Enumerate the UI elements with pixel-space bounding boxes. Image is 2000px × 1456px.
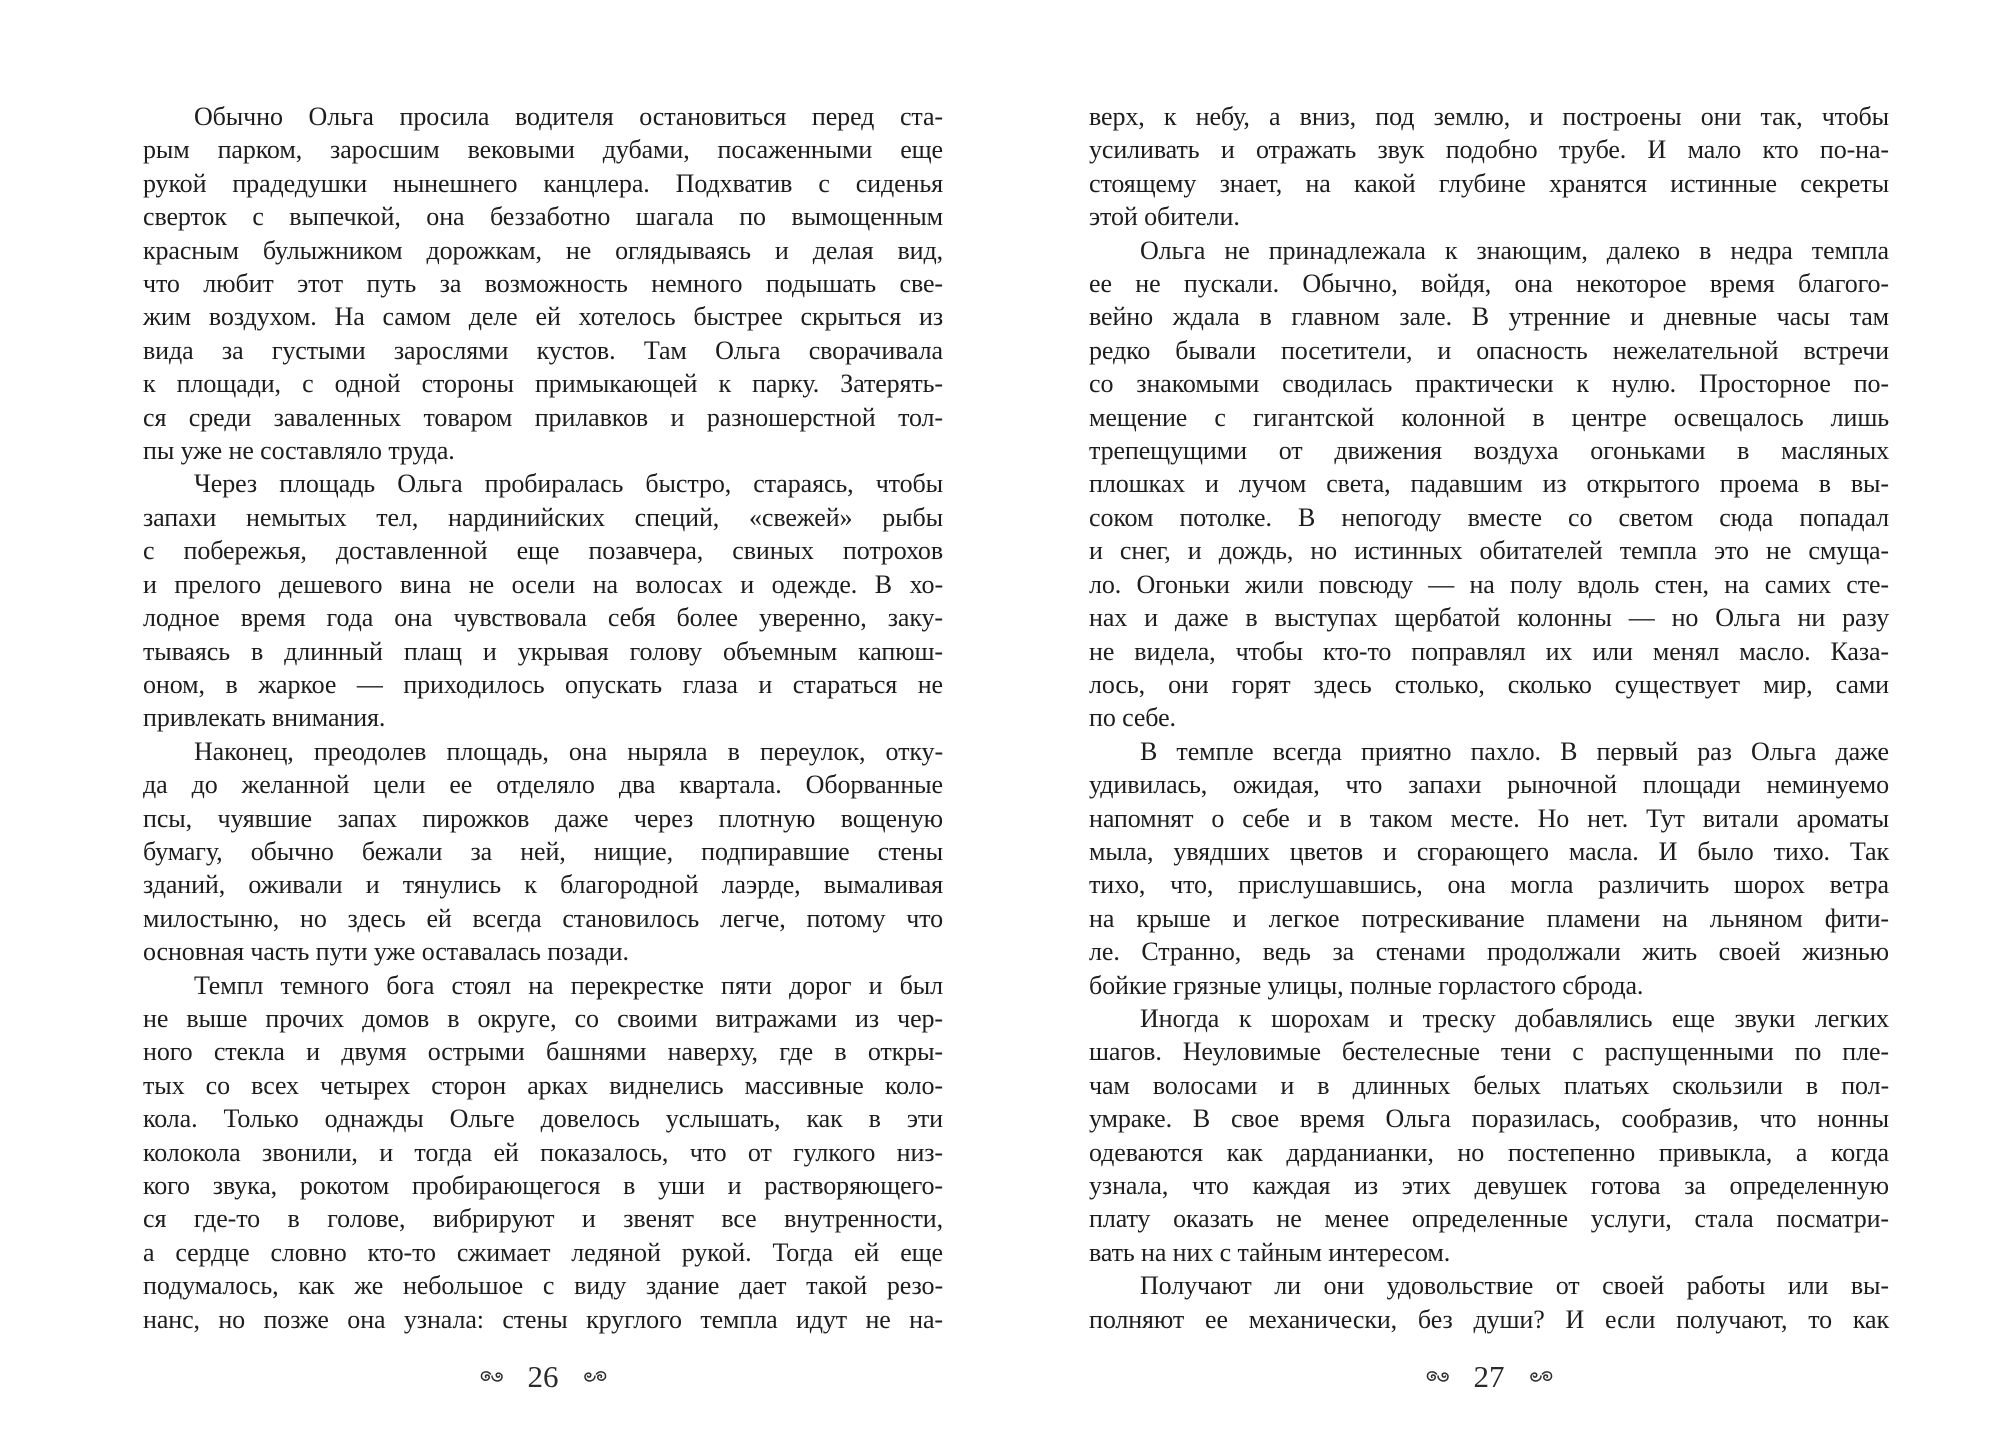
text-line: по себе.: [1089, 703, 1176, 733]
text-line: удивилась, ожидая, что запахи рыночной площади неминуемо: [1089, 770, 1889, 800]
text-line: не выше прочих домов в округе, со своими витражами из чер-: [143, 1003, 943, 1033]
text-line: лось, они горят здесь столько, сколько существует мир, сами: [1089, 669, 1889, 699]
footer-flourish-right-icon: [583, 1370, 607, 1384]
page-number-left: 26: [527, 1359, 559, 1394]
text-line: плату оказать не менее определенные услуги, стала посматри-: [1089, 1204, 1889, 1234]
footer-flourish-left-icon: [1426, 1370, 1450, 1384]
text-line: жим воздухом. На самом деле ей хотелось быстрее скрыться из: [143, 302, 943, 332]
text-line: тихо, что, прислушавшись, она могла различить шорох ветра: [1089, 870, 1889, 900]
text-line: не видела, чтобы кто-то поправлял их или менял масло. Каза-: [1089, 636, 1889, 666]
text-line: мещение с гигантской колонной в центре освещалось лишь: [1089, 402, 1889, 432]
text-line: к площади, с одной стороны примыкающей к парку. Затерять-: [143, 369, 943, 399]
text-line: сверток с выпечкой, она беззаботно шагала по вымощенным: [143, 202, 943, 232]
text-line: зданий, оживали и тянулись к благородной лаэрде, вымаливая: [143, 870, 943, 900]
text-line: ного стекла и двумя острыми башнями наверху, где в откры-: [143, 1037, 943, 1067]
page-left-footer: [143, 1360, 943, 1394]
text-line: трепещущими от движения воздуха огоньками в масляных: [1089, 436, 1889, 466]
page-number-right: 27: [1473, 1359, 1505, 1394]
text-line: Получают ли они удовольствие от своей работы или вы-: [1140, 1271, 1889, 1301]
text-line: да до желанной цели ее отделяло два квартала. Оборванные: [143, 770, 943, 800]
page-right-text-column: [1089, 100, 1889, 1336]
text-line: и снег, и дождь, но истинных обитателей темпла это не смуща-: [1089, 536, 1889, 566]
text-line: псы, чуявшие запах пирожков даже через плотную вощеную: [143, 803, 943, 833]
text-line: усиливать и отражать звук подобно трубе. И мало кто по-на-: [1089, 135, 1889, 165]
text-line: оном, в жаркое — приходилось опускать глаза и стараться не: [143, 669, 943, 699]
text-line: кола. Только однажды Ольге довелось услышать, как в эти: [143, 1104, 943, 1134]
text-line: узнала, что каждая из этих девушек готова за определенную: [1089, 1171, 1889, 1200]
text-line: на крыше и легкое потрескивание пламени на льняном фити-: [1089, 903, 1889, 933]
text-line: запахи немытых тел, нардинийских специй, «свежей» рыбы: [143, 502, 943, 532]
text-line: В темпле всегда приятно пахло. В первый раз Ольга даже: [1140, 736, 1889, 766]
text-line: ее не пускали. Обычно, войдя, она некоторое время благого-: [1089, 269, 1889, 299]
text-line: полняют ее механически, без души? И если получают, то как: [1089, 1304, 1889, 1334]
text-line: колокола звонили, и тогда ей показалось, что от гулкого низ-: [143, 1137, 943, 1167]
text-line: верх, к небу, а вниз, под землю, и построены они так, чтобы: [1089, 102, 1889, 131]
text-line: стоящему знает, на какой глубине хранятся истинные секреты: [1089, 168, 1889, 198]
text-line: лодное время года она чувствовала себя более уверенно, заку-: [143, 603, 943, 633]
text-line: ло. Огоньки жили повсюду — на полу вдоль стен, на самих сте-: [1089, 569, 1889, 599]
text-line: бойкие грязные улицы, полные горластого сброда.: [1089, 970, 1644, 1000]
text-line: вида за густыми зарослями кустов. Там Ольга сворачивала: [143, 335, 943, 365]
text-line: ле. Странно, ведь за стенами продолжали жить своей жизнью: [1089, 937, 1889, 967]
text-line: рым парком, заросшим вековыми дубами, посаженными еще: [143, 135, 943, 165]
text-line: умраке. В свое время Ольга поразилась, сообразив, что нонны: [1089, 1104, 1889, 1134]
text-line: нах и даже в выступах щербатой колонны — но Ольга ни разу: [1089, 603, 1889, 633]
text-line: со знакомыми сводилась практически к нулю. Просторное по-: [1089, 369, 1889, 399]
text-line: тываясь в длинный плащ и укрывая голову объемным капюш-: [143, 636, 943, 666]
text-line: нанс, но позже она узнала: стены круглого темпла идут не на-: [143, 1304, 943, 1334]
text-line: ся где-то в голове, вибрируют и звенят все внутренности,: [143, 1204, 943, 1234]
text-line: одеваются как дарданианки, но постепенно привыкла, а когда: [1089, 1137, 1889, 1167]
text-line: тых со всех четырех сторон арках виднелись массивные коло-: [143, 1070, 943, 1100]
text-line: Ольга не принадлежала к знающим, далеко в недра темпла: [1140, 235, 1889, 265]
text-line: ся среди заваленных товаром прилавков и разношерстной тол-: [143, 402, 943, 432]
text-line: этой обители.: [1089, 202, 1240, 232]
text-line: основная часть пути уже оставалась позади.: [143, 937, 629, 967]
footer-flourish-left-icon: [480, 1370, 504, 1384]
text-line: что любит этот путь за возможность немного подышать све-: [143, 269, 943, 299]
footer-flourish-right-icon: [1529, 1370, 1553, 1384]
text-line: подумалось, как же небольшое с виду здание дает такой резо-: [143, 1271, 943, 1301]
text-line: рукой прадедушки нынешнего канцлера. Подхватив с сиденья: [143, 168, 943, 198]
text-line: чам волосами и в длинных белых платьях скользили в пол-: [1089, 1070, 1889, 1100]
text-line: милостыню, но здесь ей всегда становилось легче, потому что: [143, 903, 943, 933]
text-line: вать на них с тайным интересом.: [1089, 1237, 1451, 1267]
text-line: и прелого дешевого вина не осели на волосах и одежде. В хо-: [143, 569, 943, 599]
text-line: с побережья, доставленной еще позавчера, свиных потрохов: [143, 536, 943, 566]
text-line: Иногда к шорохам и треску добавлялись еще звуки легких: [1140, 1003, 1889, 1033]
text-line: Темпл темного бога стоял на перекрестке пяти дорог и был: [194, 970, 943, 1000]
text-line: красным булыжником дорожкам, не оглядываясь и делая вид,: [143, 235, 943, 265]
text-line: Обычно Ольга просила водителя остановиться перед ста-: [194, 102, 943, 131]
text-line: редко бывали посетители, и опасность нежелательной встречи: [1089, 335, 1889, 365]
text-line: соком потолке. В непогоду вместе со светом сюда попадал: [1089, 502, 1889, 532]
text-line: плошках и лучом света, падавшим из открытого проема в вы-: [1089, 469, 1889, 499]
text-line: вейно ждала в главном зале. В утренние и дневные часы там: [1089, 302, 1889, 332]
text-line: бумагу, обычно бежали за ней, нищие, подпиравшие стены: [143, 836, 943, 866]
text-line: пы уже не составляло труда.: [143, 436, 455, 466]
text-line: а сердце словно кто-то сжимает ледяной рукой. Тогда ей еще: [143, 1237, 943, 1267]
text-line: кого звука, рокотом пробирающегося в уши и растворяющего-: [143, 1171, 943, 1200]
text-line: Через площадь Ольга пробиралась быстро, стараясь, чтобы: [194, 469, 943, 499]
text-line: привлекать внимания.: [143, 703, 386, 733]
page-right-footer: [1089, 1360, 1889, 1394]
page-left-text-column: [143, 100, 943, 1336]
text-line: напомнят о себе и в таком месте. Но нет. Тут витали ароматы: [1089, 803, 1889, 833]
text-line: мыла, увядших цветов и сгорающего масла. И было тихо. Так: [1089, 836, 1889, 866]
text-line: шагов. Неуловимые бестелесные тени с распущенными по пле-: [1089, 1037, 1889, 1067]
text-line: Наконец, преодолев площадь, она ныряла в переулок, отку-: [194, 736, 943, 766]
